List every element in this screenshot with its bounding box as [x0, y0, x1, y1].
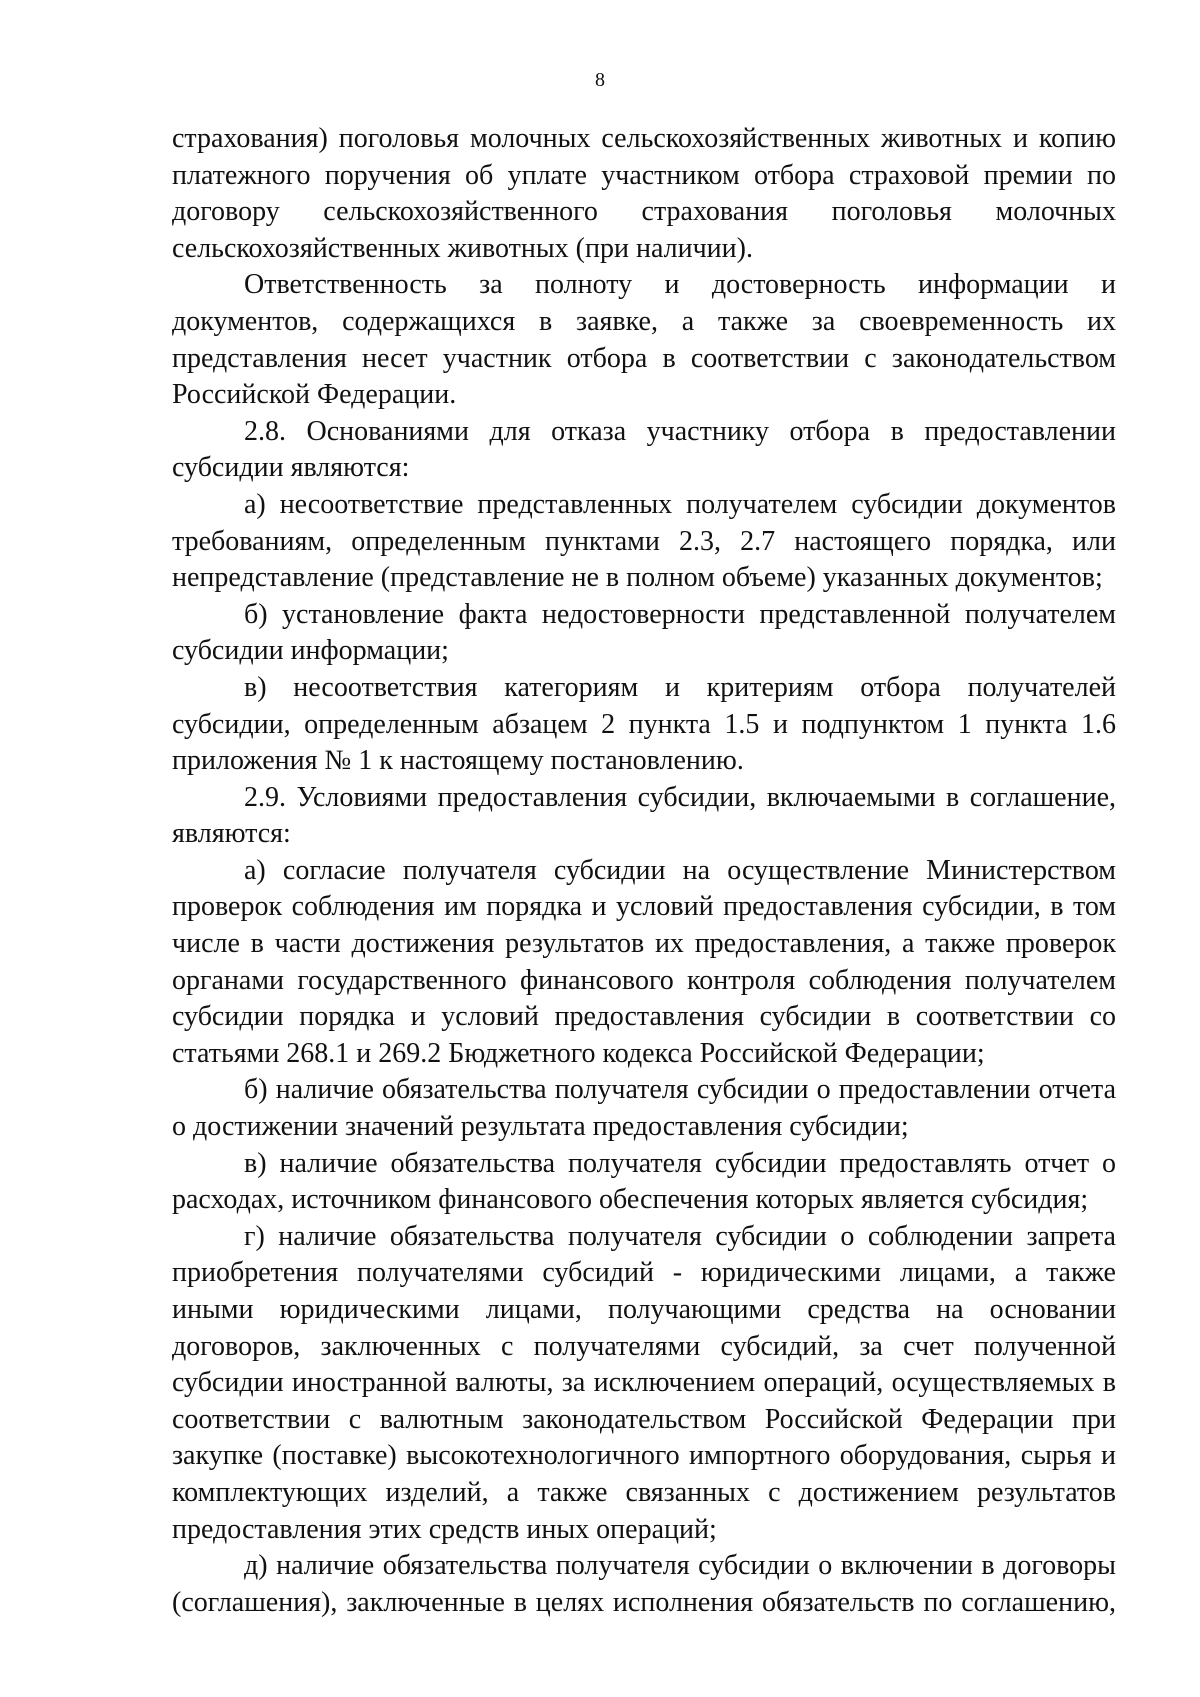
paragraph-2-9-g: г) наличие обязательства получателя субсидии о соблюдении запрета приобретения получателями субсидий - юридическими лицами, а также иными юридическими лицами, получающими средства на основании договоров, заключенных с получателями субсидий, за счет полученной субсидии иностранной валюты, за исключением операций, осуществляемых в соответствии с валютным законодательством Российской Федерации при закупке (поставке) высокотехнологичного импортного оборудования, сырья и комплектующих изделий, а также связанных с достижением результатов предоставления этих средств иных операций;	[172, 1220, 1116, 1545]
paragraph-2-8-a: а) несоответствие представленных получателем субсидии документов требованиям, определенным пунктами 2.3, 2.7 настоящего порядка, или непредставление (представление не в полном объеме) указанных документов;	[172, 488, 1116, 594]
paragraph-2-9-v: в) наличие обязательства получателя субсидии предоставлять отчет о расходах, источником финансового обеспечения которых является субсидия;	[172, 1147, 1116, 1216]
paragraph-continuation: страхования) поголовья молочных сельскохозяйственных животных и копию платежного поручения об уплате участником отбора страховой премии по договору сельскохозяйственного страхования поголовья молочных сельскохозяйственных животных (при наличии).	[172, 123, 1116, 264]
page-number: 8	[595, 69, 605, 91]
paragraph-2-9-heading: 2.9. Условиями предоставления субсидии, включаемыми в соглашение, являются:	[172, 781, 1116, 850]
paragraph-2-9-a: а) согласие получателя субсидии на осуществление Министерством проверок соблюдения им порядка и условий предоставления субсидии, в том числе в части достижения результатов их предоставления, а также проверок органами государственного финансового контроля соблюдения получателем субсидии порядка и условий предоставления субсидии в соответствии со статьями 268.1 и 269.2 Бюджетного кодекса Российской Федерации;	[172, 854, 1116, 1069]
paragraph-2-8-v: в) несоответствия категориям и критериям отбора получателей субсидии, определенным абзацем 2 пункта 1.5 и подпунктом 1 пункта 1.6 приложения № 1 к настоящему постановлению.	[172, 671, 1116, 777]
paragraph-2-8-heading: 2.8. Основаниями для отказа участнику отбора в предоставлении субсидии являются:	[172, 415, 1116, 484]
document-body	[172, 121, 1116, 1621]
paragraph-2-9-b: б) наличие обязательства получателя субсидии о предоставлении отчета о достижении значений результата предоставления субсидии;	[172, 1074, 1116, 1143]
paragraph-2-8-b: б) установление факта недостоверности представленной получателем субсидии информации;	[172, 598, 1116, 667]
paragraph-2-9-d: д) наличие обязательства получателя субсидии о включении в договоры (соглашения), заключенные в целях исполнения обязательств по соглашению,	[172, 1550, 1116, 1618]
paragraph-responsibility: Ответственность за полноту и достоверность информации и документов, содержащихся в заявке, а также за своевременность их представления несет участник отбора в соответствии с законодательством Российской Федерации.	[172, 269, 1116, 411]
